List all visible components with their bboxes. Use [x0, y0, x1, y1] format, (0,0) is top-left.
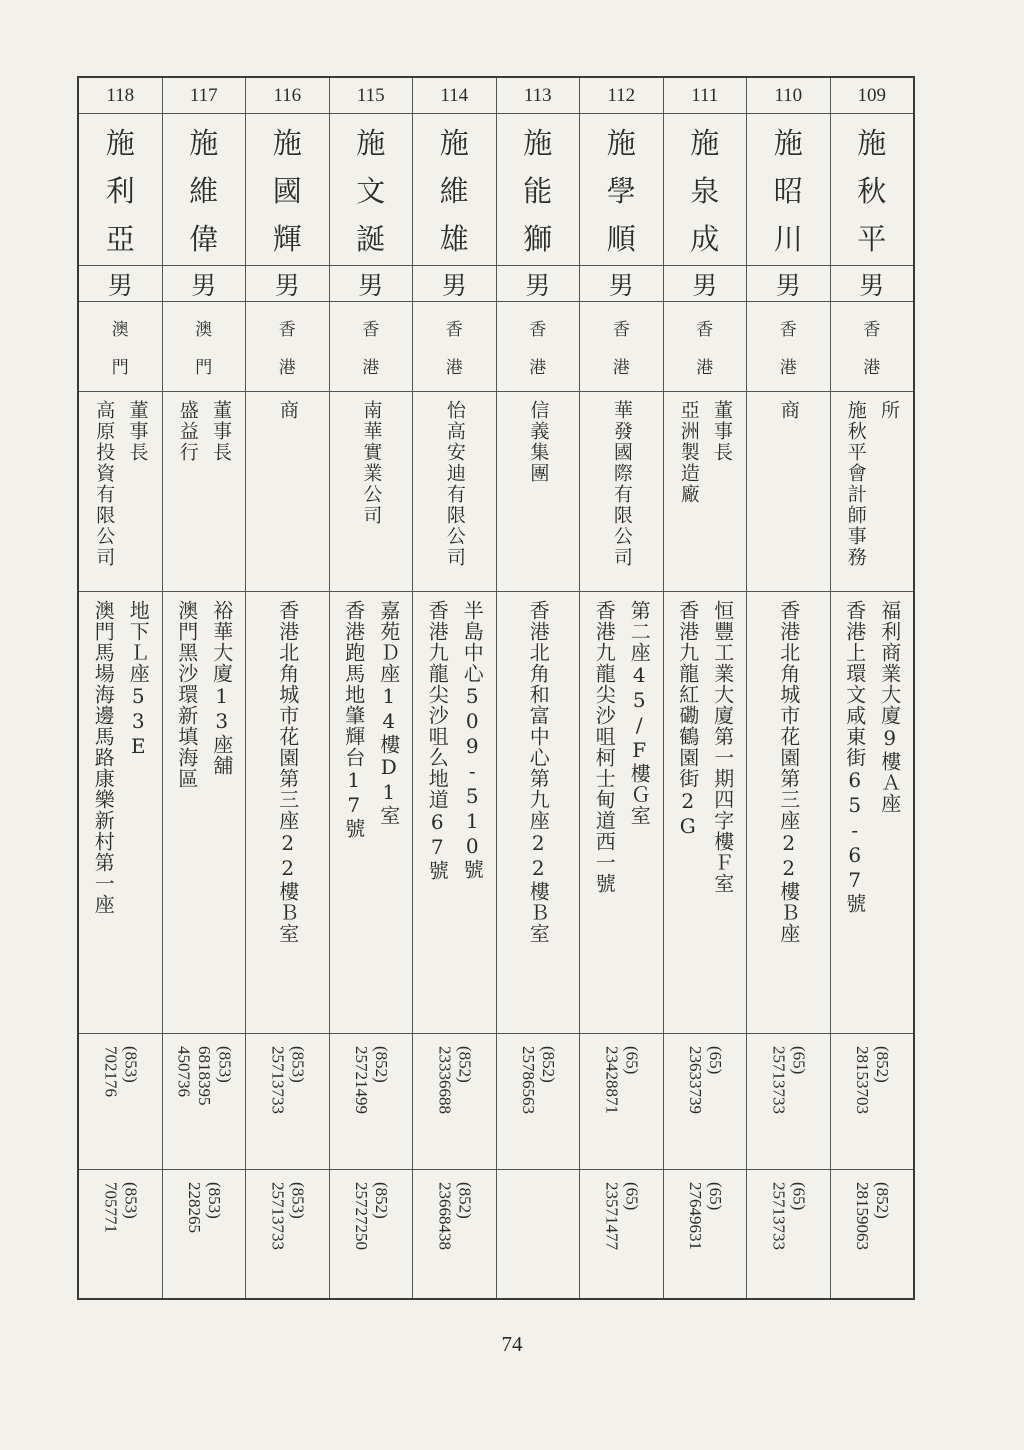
name-char: 獅: [523, 221, 553, 256]
birthplace-cell: [413, 301, 496, 391]
fax-cell: [664, 1169, 747, 1298]
name-char: 平: [857, 221, 887, 256]
phone-cell: [246, 1033, 329, 1169]
company-text: 董事長 高原投資有限公司: [93, 400, 149, 568]
address-cell: [664, 591, 747, 1033]
address-cell: [747, 591, 830, 1033]
birthplace-char: 港: [612, 358, 630, 379]
address-text: 裕華大廈13座舖 澳門黑沙環新填海區: [174, 600, 234, 789]
company-text: 董事長 盛益行: [176, 400, 232, 463]
company-cell: [831, 391, 914, 591]
phone-cell: [79, 1033, 162, 1169]
birthplace-cell: [747, 301, 830, 391]
company-cell: [664, 391, 747, 591]
entry-number: 110: [774, 84, 803, 106]
name-char: 偉: [189, 221, 219, 256]
fax-text: (65) 25713733: [769, 1182, 809, 1250]
phone-text: (65) 25713733: [769, 1046, 809, 1114]
name-char: 亞: [105, 221, 135, 256]
company-cell: [330, 391, 413, 591]
name-char: 施: [690, 126, 720, 161]
phone-text: (65) 23633739: [685, 1046, 726, 1114]
company-cell: [246, 391, 329, 591]
name-char: 輝: [272, 221, 302, 256]
name-char: 學: [606, 173, 636, 208]
table-column: [162, 78, 246, 1298]
gender: 男: [580, 265, 663, 301]
birthplace-char: 香: [362, 319, 380, 340]
fax-cell: [330, 1169, 413, 1298]
company-text: 董事長 亞洲製造廠: [677, 400, 733, 505]
birthplace-char: 香: [278, 319, 296, 340]
entry-number: 118: [106, 84, 135, 106]
name-cell: [831, 113, 914, 265]
address-text: 香港北角城市花園第三座22樓Ｂ室: [275, 600, 300, 944]
phone-text: (853) 25713733: [268, 1046, 308, 1114]
name-char: 誕: [356, 221, 386, 256]
birthplace-char: 香: [529, 319, 547, 340]
name-char: 利: [105, 173, 135, 208]
address-text: 恒豐工業大廈第一期四字樓Ｆ室 香港九龍紅磡鶴園街2G: [675, 600, 735, 894]
phone-cell: [413, 1033, 496, 1169]
phone-text: (853) 6818395 450736: [174, 1046, 235, 1106]
name-char: 秋: [857, 173, 887, 208]
entry-number: 117: [189, 84, 218, 106]
birthplace-char: 門: [195, 358, 213, 379]
table-column: [746, 78, 830, 1298]
address-cell: [413, 591, 496, 1033]
birthplace-cell: [330, 301, 413, 391]
birthplace-cell: [664, 301, 747, 391]
fax-cell: [413, 1169, 496, 1298]
entry-number: 115: [356, 84, 385, 106]
fax-text: (853) 228265: [184, 1182, 225, 1233]
name-cell: [747, 113, 830, 265]
address-text: 半島中心509-510號 香港九龍尖沙咀么地道67號: [425, 600, 485, 881]
birthplace-char: 港: [529, 358, 547, 379]
birthplace-cell: [246, 301, 329, 391]
phone-text: (853) 702176: [101, 1046, 141, 1097]
company-cell: [163, 391, 246, 591]
fax-text: (852) 25727250: [351, 1182, 392, 1250]
company-cell: [580, 391, 663, 591]
name-cell: [163, 113, 246, 265]
phone-text: (852) 25721499: [351, 1046, 392, 1114]
fax-cell: [580, 1169, 663, 1298]
name-cell: [246, 113, 329, 265]
phone-text: (852) 23336688: [435, 1046, 475, 1114]
address-text: 地下Ｌ座53E 澳門馬場海邊馬路康樂新村第一座: [91, 600, 151, 915]
address-cell: [497, 591, 580, 1033]
phone-cell: [163, 1033, 246, 1169]
address-text: 香港北角城市花園第三座22樓Ｂ座: [776, 600, 801, 944]
gender: 男: [664, 265, 747, 301]
birthplace-char: 香: [612, 319, 630, 340]
birthplace-cell: [79, 301, 162, 391]
name-cell: [497, 113, 580, 265]
name-char: 川: [773, 221, 803, 256]
birthplace-char: 澳: [111, 319, 129, 340]
birthplace-cell: [580, 301, 663, 391]
phone-cell: [330, 1033, 413, 1169]
fax-text: (65) 23571477: [602, 1182, 642, 1250]
table-column: [579, 78, 663, 1298]
phone-cell: [580, 1033, 663, 1169]
fax-text: (853) 25713733: [268, 1182, 308, 1250]
phone-text: (852) 28153703: [852, 1046, 893, 1114]
fax-text: (65) 27649631: [685, 1182, 726, 1250]
phone-cell: [664, 1033, 747, 1169]
name-cell: [413, 113, 496, 265]
name-char: 施: [105, 126, 135, 161]
fax-cell: [831, 1169, 914, 1298]
fax-cell: [497, 1169, 580, 1298]
company-cell: [79, 391, 162, 591]
birthplace-char: 港: [863, 358, 881, 379]
birthplace-char: 香: [696, 319, 714, 340]
entry-number: 111: [691, 84, 719, 106]
birthplace-char: 港: [696, 358, 714, 379]
gender: 男: [163, 265, 246, 301]
name-char: 施: [606, 126, 636, 161]
phone-text: (852) 25786563: [518, 1046, 559, 1114]
gender: 男: [246, 265, 329, 301]
address-text: 福利商業大廈9樓Ａ座 香港上環文咸東街65-67號: [842, 600, 902, 914]
fax-cell: [163, 1169, 246, 1298]
fax-cell: [246, 1169, 329, 1298]
gender: 男: [413, 265, 496, 301]
company-cell: [747, 391, 830, 591]
gender: 男: [79, 265, 162, 301]
name-cell: [79, 113, 162, 265]
name-char: 施: [439, 126, 469, 161]
name-char: 泉: [690, 173, 720, 208]
name-cell: [580, 113, 663, 265]
gender: 男: [747, 265, 830, 301]
member-table: [77, 76, 915, 1300]
phone-cell: [497, 1033, 580, 1169]
gender: 男: [330, 265, 413, 301]
name-char: 順: [606, 221, 636, 256]
company-cell: [413, 391, 496, 591]
phone-text: (65) 23428871: [602, 1046, 642, 1114]
birthplace-cell: [163, 301, 246, 391]
birthplace-char: 門: [111, 358, 129, 379]
fax-text: (852) 28159063: [852, 1182, 893, 1250]
company-text: 南華實業公司: [360, 400, 383, 526]
company-text: 怡高安迪有限公司: [443, 400, 466, 568]
birthplace-char: 香: [779, 319, 797, 340]
entry-number: 114: [440, 84, 469, 106]
phone-cell: [747, 1033, 830, 1169]
table-column: [329, 78, 413, 1298]
phone-cell: [831, 1033, 914, 1169]
name-char: 施: [857, 126, 887, 161]
name-char: 昭: [773, 173, 803, 208]
name-char: 文: [356, 173, 386, 208]
name-char: 成: [690, 221, 720, 256]
table-column: [245, 78, 329, 1298]
fax-text: (853) 705771: [101, 1182, 141, 1233]
address-text: 第二座45/F樓Ｇ室 香港九龍尖沙咀柯士甸道西一號: [592, 600, 652, 894]
company-text: 信義集團: [527, 400, 550, 484]
birthplace-cell: [831, 301, 914, 391]
name-char: 雄: [439, 221, 469, 256]
name-char: 施: [523, 126, 553, 161]
address-text: 香港北角和富中心第九座22樓Ｂ室: [526, 600, 551, 944]
name-cell: [330, 113, 413, 265]
table-column: [496, 78, 580, 1298]
name-char: 能: [523, 173, 553, 208]
address-cell: [79, 591, 162, 1033]
birthplace-cell: [497, 301, 580, 391]
table-column: [663, 78, 747, 1298]
entry-number: 113: [523, 84, 552, 106]
fax-text: (852) 23668438: [435, 1182, 475, 1250]
address-cell: [246, 591, 329, 1033]
name-char: 國: [272, 173, 302, 208]
name-char: 施: [189, 126, 219, 161]
birthplace-char: 港: [445, 358, 463, 379]
birthplace-char: 港: [362, 358, 380, 379]
gender: 男: [831, 265, 914, 301]
company-text: 商: [276, 400, 299, 421]
entry-number: 116: [273, 84, 302, 106]
address-cell: [330, 591, 413, 1033]
company-text: 所 施秋平會計師事務: [844, 400, 900, 568]
name-char: 施: [272, 126, 302, 161]
company-text: 華發國際有限公司: [610, 400, 633, 568]
name-char: 施: [773, 126, 803, 161]
name-char: 施: [356, 126, 386, 161]
name-cell: [664, 113, 747, 265]
company-text: 商: [777, 400, 800, 421]
table-column: [412, 78, 496, 1298]
entry-number: 112: [607, 84, 636, 106]
page-number: 74: [501, 1332, 523, 1356]
gender: 男: [497, 265, 580, 301]
entry-number: 109: [857, 84, 886, 106]
birthplace-char: 港: [779, 358, 797, 379]
fax-cell: [79, 1169, 162, 1298]
address-cell: [163, 591, 246, 1033]
fax-cell: [747, 1169, 830, 1298]
table-column: [79, 78, 162, 1298]
name-char: 維: [189, 173, 219, 208]
address-cell: [580, 591, 663, 1033]
address-text: 嘉苑Ｄ座14樓D1室 香港跑馬地肇輝台17號: [341, 600, 401, 839]
name-char: 維: [439, 173, 469, 208]
birthplace-char: 香: [445, 319, 463, 340]
birthplace-char: 香: [863, 319, 881, 340]
birthplace-char: 澳: [195, 319, 213, 340]
company-cell: [497, 391, 580, 591]
address-cell: [831, 591, 914, 1033]
birthplace-char: 港: [278, 358, 296, 379]
table-column: [830, 78, 914, 1298]
